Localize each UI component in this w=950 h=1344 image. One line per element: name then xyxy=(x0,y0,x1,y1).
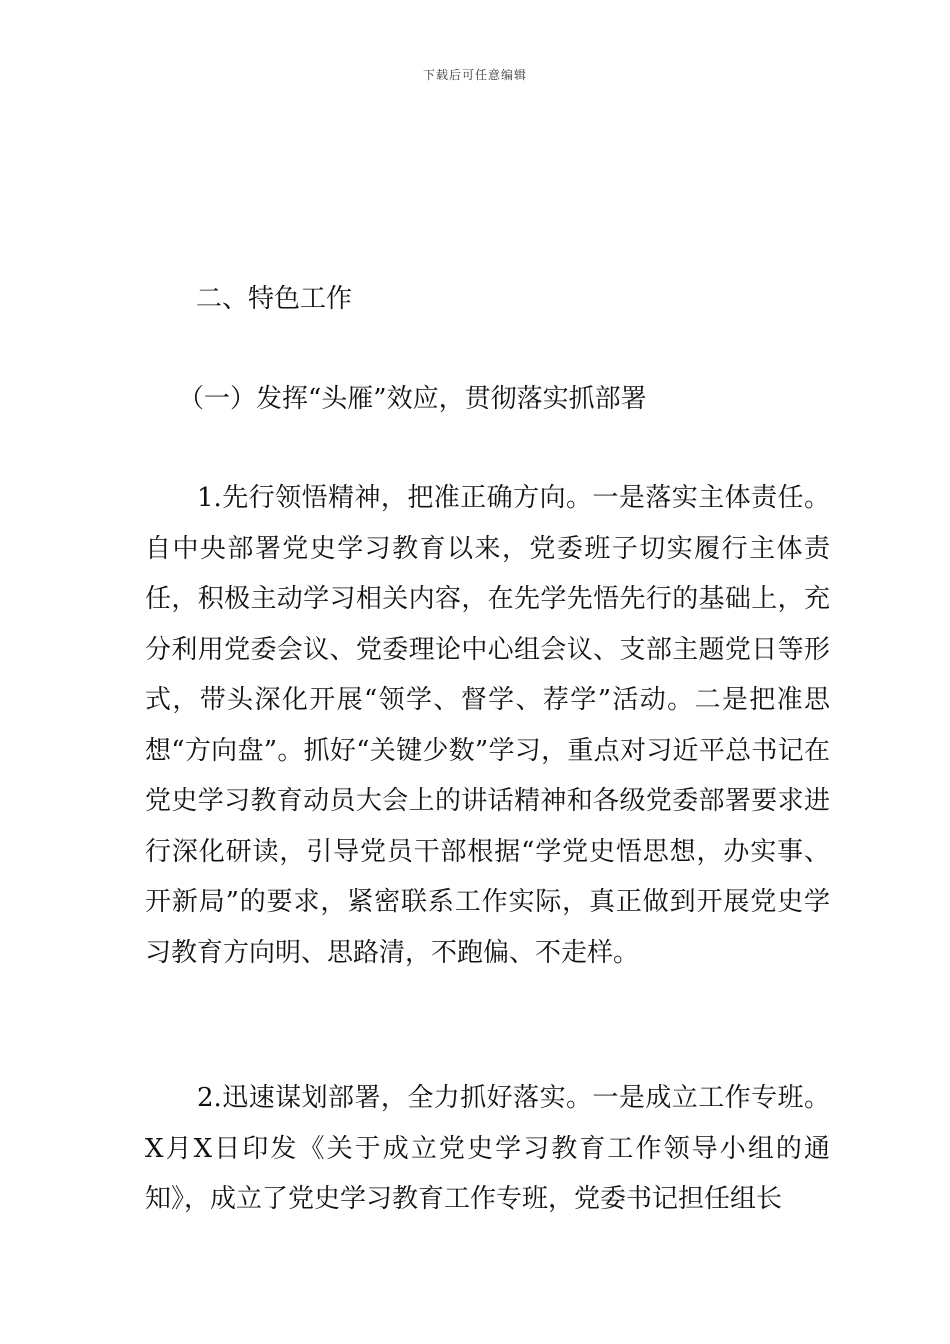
section-heading: 二、特色工作 xyxy=(196,284,353,314)
paragraph-2: 2.迅速谋划部署，全力抓好落实。一是成立工作专班。X月X日印发《关于成立党史学习教育工作领导小组的通知》，成立了党史学习教育工作专班，党委书记担任组长 xyxy=(145,1083,830,1214)
sub-heading: （一）发挥“头雁”效应，贯彻落实抓部署 xyxy=(178,384,647,414)
header-note: 下载后可任意编辑 xyxy=(422,68,527,82)
paragraph-1: 1.先行领悟精神，把准正确方向。一是落实主体责任。自中央部署党史学习教育以来，党委班子切实履行主体责任，积极主动学习相关内容，在先学先悟先行的基础上，充分利用党委会议、党委理论中心组会议、支部主题党日等形式，带头深化开展“领学、督学、荐学”活动。二是把准思想“方向盘”。抓好“关键少数”学习，重点对习近平总书记在党史学习教育动员大会上的讲话精神和各级党委部署要求进行深化研读，引导党员干部根据“学党史悟思想，办实事、开新局”的要求，紧密联系工作实际，真正做到开展党史学习教育方向明、思路清，不跑偏、不走样。 xyxy=(145,483,830,968)
